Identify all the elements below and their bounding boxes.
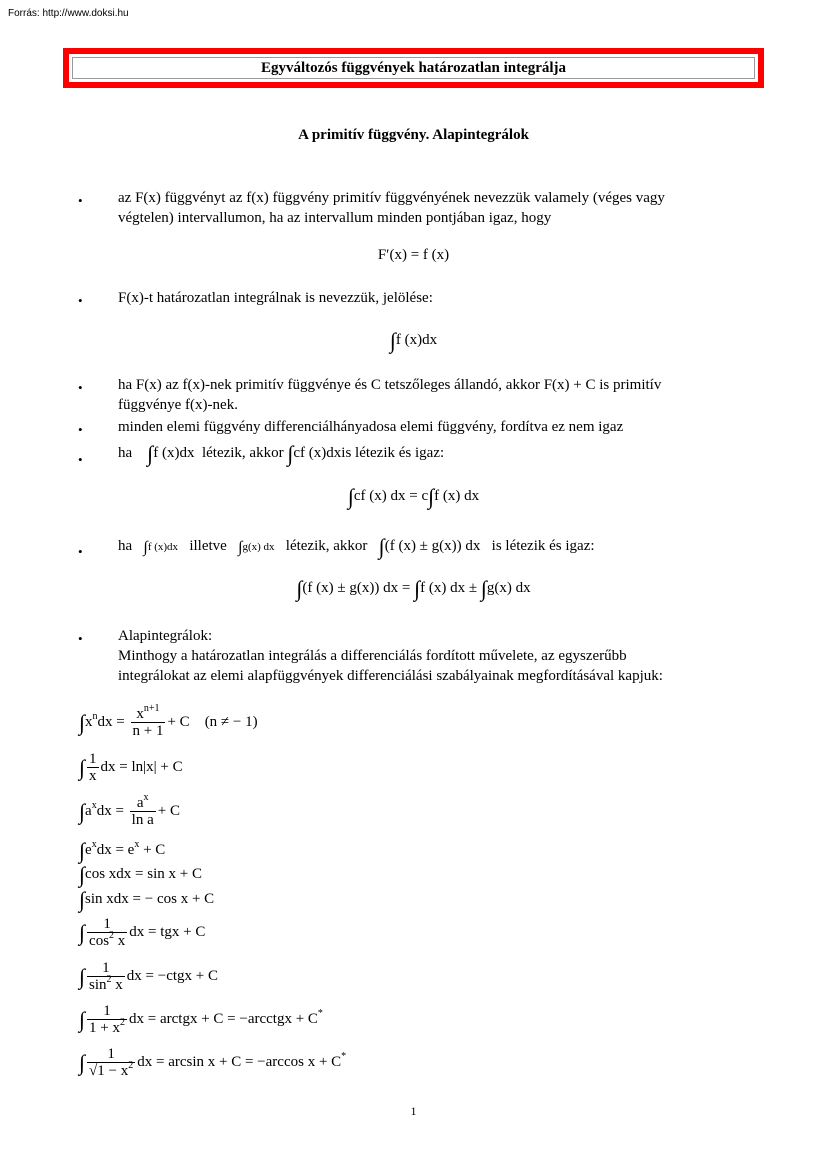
formula-sine: ∫sin xdx = − cos x + C bbox=[79, 887, 215, 912]
equation-derivative: F′(x) = f (x) bbox=[377, 247, 450, 263]
integral-icon: ∫ bbox=[287, 441, 294, 466]
formula-reciprocal: ∫ $\frac{1}{x}$ dx = ln|x| + C bbox=[79, 751, 183, 784]
document-title: Egyváltozós függvények határozatlan integrálja bbox=[72, 57, 755, 79]
formula-arctangent: ∫ $\frac{1}{1 + x^2}$ dx = arctgx + C = −arcctgx + C* bbox=[79, 1003, 323, 1036]
bullet-icon: • bbox=[78, 422, 83, 437]
integral-icon: ∫ bbox=[378, 534, 385, 559]
formula-csc-squared: ∫ $\frac{1}{\sin^2 x}$ dx = −ctgx + C bbox=[79, 960, 219, 993]
section-subtitle: A primitív függvény. Alapintegrálok bbox=[298, 127, 529, 143]
bullet-icon: • bbox=[78, 193, 83, 208]
bullet-2-text: F(x)-t határozatlan integrálnak is nevezzük, jelölése: bbox=[118, 290, 433, 306]
integral-icon: ∫ bbox=[428, 484, 435, 509]
bullet-icon: • bbox=[78, 380, 83, 395]
formula-exponential-e: $\int e^xdx = e^x + C$ bbox=[79, 838, 166, 863]
equation-sum-rule: ∫(f (x) ± g(x)) dx = ∫f (x) dx ± ∫g(x) dx bbox=[296, 576, 531, 601]
equation-indefinite-integral: ∫f (x)dx bbox=[389, 328, 438, 353]
bullet-icon: • bbox=[78, 452, 83, 467]
integral-icon: ∫ bbox=[414, 576, 421, 601]
integral-icon: ∫ bbox=[143, 539, 148, 556]
bullet-icon: • bbox=[78, 293, 83, 308]
bullet-4-text: minden elemi függvény differenciálhányadosa elemi függvény, fordítva ez nem igaz bbox=[118, 419, 624, 435]
bullet-icon: • bbox=[78, 631, 83, 646]
title-box bbox=[63, 48, 764, 88]
integral-icon: ∫ bbox=[347, 484, 354, 509]
integral-icon: ∫ bbox=[296, 576, 303, 601]
integral-icon: ∫ bbox=[147, 441, 154, 466]
formula-exponential-a: $\int a^xdx$ = $\frac{a^x}{\text{ln a}}$ + C bbox=[79, 792, 180, 828]
formula-power: $\int x^ndx$ = $\frac{x^{n+1}}{n + 1}$ + C (n ≠ − 1) bbox=[79, 703, 258, 739]
bullet-1-text: az F(x) függvényt az f(x) függvény primitív függvényének nevezzük valamely (véges vagy végtelen) intervallumon, ha az intervallum minden pontjában igaz, hogy bbox=[118, 190, 665, 226]
bullet-7-text: Alapintegrálok: Minthogy a határozatlan integrálás a differenciálás fordított művelete, az egyszerűbb integrálokat az elemi alapfüggvények differenciálási szabályainak megfordításával kapjuk: bbox=[118, 628, 663, 684]
bullet-6-text: ha ∫f (x)dx illetve ∫g(x) dx létezik, akkor ∫(f (x) ± g(x)) dx is létezik és igaz: bbox=[118, 534, 595, 559]
formula-sec-squared: ∫ $\frac{1}{\cos^2 x}$ dx = tgx + C bbox=[79, 916, 206, 949]
source-url: Forrás: http://www.doksi.hu bbox=[8, 8, 129, 19]
page-number: 1 bbox=[410, 1104, 417, 1118]
formula-arcsine: ∫ $\frac{1}{√1 - x^2}$ dx = arcsin x + C = −arccos x + C* bbox=[79, 1046, 347, 1079]
integral-icon: ∫ bbox=[238, 539, 243, 556]
integral-icon: ∫ bbox=[480, 576, 487, 601]
integral-icon: ∫ bbox=[389, 328, 396, 353]
bullet-5-text: ha ∫f (x)dx létezik, akkor ∫cf (x)dxis létezik és igaz: bbox=[118, 441, 445, 466]
formula-cosine: ∫cos xdx = sin x + C bbox=[79, 862, 202, 887]
equation-constant-factor: ∫cf (x) dx = c∫f (x) dx bbox=[347, 484, 480, 509]
bullet-icon: • bbox=[78, 544, 83, 559]
bullet-3-text: ha F(x) az f(x)-nek primitív függvénye és C tetszőleges állandó, akkor F(x) + C is primitív függvénye f(x)-nek. bbox=[118, 377, 662, 413]
